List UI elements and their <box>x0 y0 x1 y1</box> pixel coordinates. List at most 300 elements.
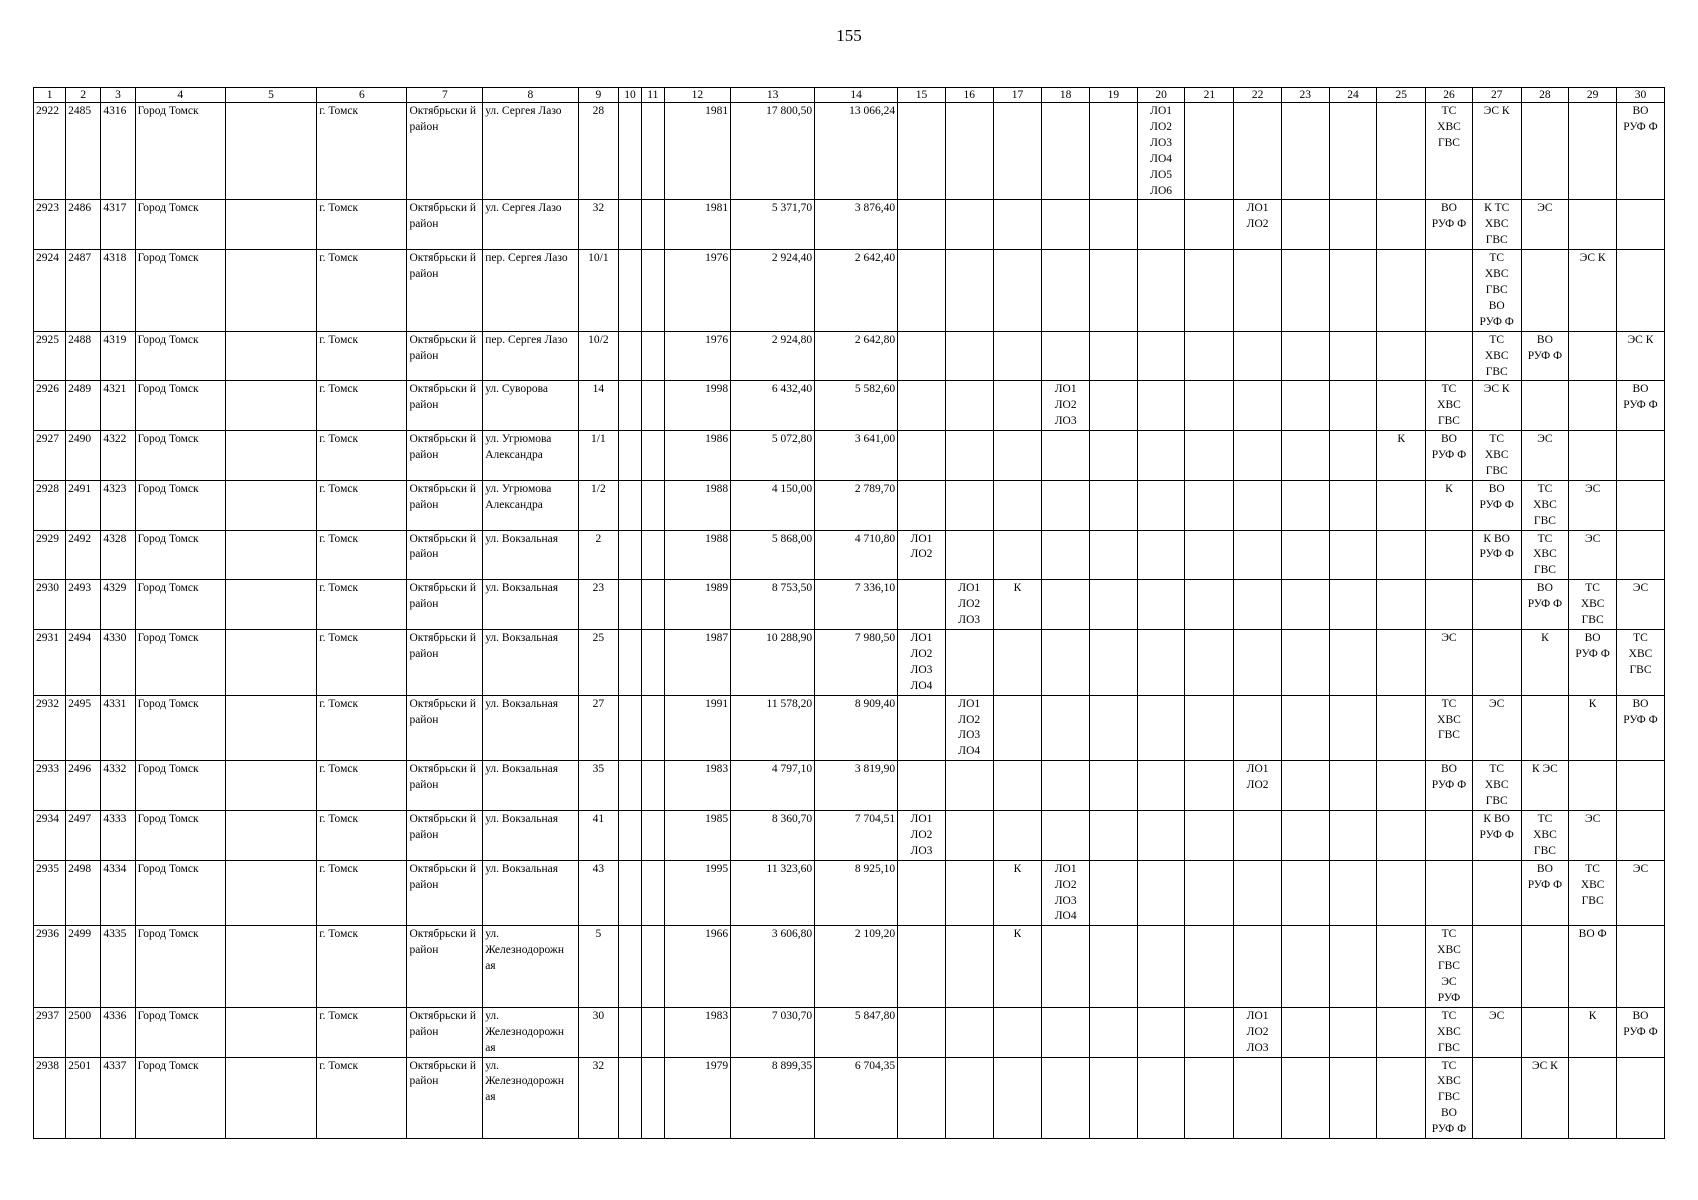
cell-col-9: 35 <box>578 761 618 811</box>
table-row <box>34 695 1665 761</box>
cell-col-10 <box>619 810 642 860</box>
cell-col-8: пер. Сергея Лазо <box>483 331 578 381</box>
column-header-24: 24 <box>1329 88 1377 103</box>
cell-col-16 <box>945 103 993 200</box>
cell-col-18 <box>1042 331 1090 381</box>
column-header-16: 16 <box>945 88 993 103</box>
cell-col-2: 2496 <box>66 761 101 811</box>
cell-col-21 <box>1185 381 1234 431</box>
cell-col-5 <box>225 926 316 1008</box>
cell-col-17 <box>993 695 1042 761</box>
cell-col-15 <box>898 250 946 332</box>
cell-col-21 <box>1185 1057 1234 1139</box>
cell-col-3: 4323 <box>101 480 135 530</box>
cell-col-9: 2 <box>578 530 618 580</box>
cell-col-1: 2924 <box>34 250 66 332</box>
cell-col-26: ТС ХВС ГВС <box>1426 695 1473 761</box>
cell-col-2: 2489 <box>66 381 101 431</box>
cell-col-24 <box>1329 103 1377 200</box>
cell-col-25 <box>1377 381 1426 431</box>
cell-col-28: ВО РУФ Ф <box>1521 331 1569 381</box>
cell-col-7: Октябрьски й район <box>407 381 483 431</box>
cell-col-30: ТС ХВС ГВС <box>1617 630 1665 696</box>
cell-col-1: 2931 <box>34 630 66 696</box>
cell-col-2: 2498 <box>66 860 101 926</box>
cell-col-13: 8 360,70 <box>731 810 815 860</box>
cell-col-16 <box>945 200 993 250</box>
cell-col-20 <box>1137 761 1185 811</box>
cell-col-24 <box>1329 530 1377 580</box>
cell-col-5 <box>225 200 316 250</box>
cell-col-10 <box>619 1057 642 1139</box>
cell-col-7: Октябрьски й район <box>407 630 483 696</box>
cell-col-8: ул. Железнодорожн ая <box>483 1007 578 1057</box>
cell-col-23 <box>1281 1057 1329 1139</box>
cell-col-11 <box>641 926 664 1008</box>
cell-col-30 <box>1617 250 1665 332</box>
column-header-25: 25 <box>1377 88 1426 103</box>
column-header-10: 10 <box>619 88 642 103</box>
cell-col-14: 8 909,40 <box>815 695 898 761</box>
cell-col-15 <box>898 926 946 1008</box>
cell-col-2: 2497 <box>66 810 101 860</box>
cell-col-28 <box>1521 926 1569 1008</box>
cell-col-15 <box>898 580 946 630</box>
cell-col-13: 4 150,00 <box>731 480 815 530</box>
cell-col-5 <box>225 331 316 381</box>
cell-col-26 <box>1426 250 1473 332</box>
cell-col-27: ТС ХВС ГВС ВО РУФ Ф <box>1472 250 1521 332</box>
cell-col-29 <box>1569 103 1617 200</box>
cell-col-25 <box>1377 1007 1426 1057</box>
column-header-8: 8 <box>483 88 578 103</box>
cell-col-3: 4317 <box>101 200 135 250</box>
cell-col-28: К <box>1521 630 1569 696</box>
cell-col-7: Октябрьски й район <box>407 1007 483 1057</box>
cell-col-27: ТС ХВС ГВС <box>1472 431 1521 481</box>
cell-col-7: Октябрьски й район <box>407 810 483 860</box>
column-header-30: 30 <box>1617 88 1665 103</box>
cell-col-8: ул. Угрюмова Александра <box>483 480 578 530</box>
cell-col-2: 2486 <box>66 200 101 250</box>
cell-col-22 <box>1234 331 1282 381</box>
cell-col-28 <box>1521 103 1569 200</box>
cell-col-13: 3 606,80 <box>731 926 815 1008</box>
cell-col-9: 43 <box>578 860 618 926</box>
cell-col-9: 28 <box>578 103 618 200</box>
cell-col-3: 4335 <box>101 926 135 1008</box>
cell-col-10 <box>619 926 642 1008</box>
cell-col-14: 4 710,80 <box>815 530 898 580</box>
cell-col-22 <box>1234 810 1282 860</box>
cell-col-8: ул. Железнодорожн ая <box>483 926 578 1008</box>
cell-col-16 <box>945 250 993 332</box>
cell-col-22 <box>1234 1057 1282 1139</box>
cell-col-3: 4336 <box>101 1007 135 1057</box>
cell-col-4: Город Томск <box>135 1057 225 1139</box>
cell-col-8: ул. Сергея Лазо <box>483 200 578 250</box>
cell-col-5 <box>225 103 316 200</box>
cell-col-19 <box>1090 480 1138 530</box>
cell-col-23 <box>1281 250 1329 332</box>
cell-col-30: ЭС <box>1617 860 1665 926</box>
cell-col-15 <box>898 761 946 811</box>
cell-col-3: 4329 <box>101 580 135 630</box>
cell-col-21 <box>1185 630 1234 696</box>
cell-col-10 <box>619 200 642 250</box>
cell-col-1: 2937 <box>34 1007 66 1057</box>
cell-col-22 <box>1234 630 1282 696</box>
cell-col-5 <box>225 1007 316 1057</box>
cell-col-24 <box>1329 331 1377 381</box>
cell-col-23 <box>1281 1007 1329 1057</box>
cell-col-6: г. Томск <box>317 761 407 811</box>
cell-col-4: Город Томск <box>135 480 225 530</box>
cell-col-19 <box>1090 530 1138 580</box>
cell-col-29 <box>1569 381 1617 431</box>
cell-col-15 <box>898 860 946 926</box>
cell-col-28: ВО РУФ Ф <box>1521 580 1569 630</box>
cell-col-12: 1983 <box>664 761 730 811</box>
cell-col-8: ул. Угрюмова Александра <box>483 431 578 481</box>
cell-col-21 <box>1185 331 1234 381</box>
column-header-14: 14 <box>815 88 898 103</box>
cell-col-16 <box>945 926 993 1008</box>
cell-col-24 <box>1329 200 1377 250</box>
cell-col-28: ЭС К <box>1521 1057 1569 1139</box>
cell-col-23 <box>1281 761 1329 811</box>
cell-col-28: ТС ХВС ГВС <box>1521 530 1569 580</box>
cell-col-23 <box>1281 331 1329 381</box>
cell-col-10 <box>619 431 642 481</box>
cell-col-25 <box>1377 250 1426 332</box>
cell-col-8: ул. Вокзальная <box>483 810 578 860</box>
cell-col-22: ЛО1 ЛО2 ЛО3 <box>1234 1007 1282 1057</box>
cell-col-3: 4322 <box>101 431 135 481</box>
cell-col-13: 8 753,50 <box>731 580 815 630</box>
cell-col-30: ЭС К <box>1617 331 1665 381</box>
header-row <box>34 88 1665 103</box>
table-row <box>34 926 1665 1008</box>
cell-col-16 <box>945 480 993 530</box>
cell-col-24 <box>1329 431 1377 481</box>
cell-col-16 <box>945 431 993 481</box>
cell-col-22: ЛО1 ЛО2 <box>1234 761 1282 811</box>
cell-col-17 <box>993 630 1042 696</box>
cell-col-23 <box>1281 810 1329 860</box>
cell-col-12: 1991 <box>664 695 730 761</box>
cell-col-4: Город Томск <box>135 381 225 431</box>
column-header-20: 20 <box>1137 88 1185 103</box>
cell-col-4: Город Томск <box>135 761 225 811</box>
cell-col-6: г. Томск <box>317 103 407 200</box>
cell-col-12: 1981 <box>664 200 730 250</box>
cell-col-5 <box>225 1057 316 1139</box>
cell-col-10 <box>619 103 642 200</box>
cell-col-10 <box>619 860 642 926</box>
cell-col-28: ЭС <box>1521 200 1569 250</box>
cell-col-19 <box>1090 331 1138 381</box>
cell-col-26: ТС ХВС ГВС <box>1426 1007 1473 1057</box>
cell-col-11 <box>641 250 664 332</box>
cell-col-2: 2500 <box>66 1007 101 1057</box>
cell-col-8: ул. Сергея Лазо <box>483 103 578 200</box>
cell-col-21 <box>1185 530 1234 580</box>
cell-col-22 <box>1234 103 1282 200</box>
table-row <box>34 810 1665 860</box>
cell-col-21 <box>1185 103 1234 200</box>
cell-col-30 <box>1617 926 1665 1008</box>
cell-col-6: г. Томск <box>317 1057 407 1139</box>
cell-col-18 <box>1042 200 1090 250</box>
cell-col-30 <box>1617 1057 1665 1139</box>
table-row <box>34 480 1665 530</box>
cell-col-14: 2 789,70 <box>815 480 898 530</box>
cell-col-12: 1988 <box>664 530 730 580</box>
cell-col-5 <box>225 695 316 761</box>
cell-col-25 <box>1377 761 1426 811</box>
cell-col-10 <box>619 381 642 431</box>
column-header-22: 22 <box>1234 88 1282 103</box>
cell-col-19 <box>1090 630 1138 696</box>
cell-col-24 <box>1329 860 1377 926</box>
table-row <box>34 200 1665 250</box>
cell-col-26 <box>1426 331 1473 381</box>
table-row <box>34 103 1665 200</box>
cell-col-21 <box>1185 200 1234 250</box>
cell-col-15 <box>898 103 946 200</box>
cell-col-29 <box>1569 331 1617 381</box>
cell-col-1: 2934 <box>34 810 66 860</box>
cell-col-9: 10/2 <box>578 331 618 381</box>
cell-col-20 <box>1137 860 1185 926</box>
cell-col-14: 7 336,10 <box>815 580 898 630</box>
cell-col-4: Город Томск <box>135 580 225 630</box>
cell-col-11 <box>641 810 664 860</box>
cell-col-6: г. Томск <box>317 695 407 761</box>
cell-col-13: 10 288,90 <box>731 630 815 696</box>
cell-col-2: 2491 <box>66 480 101 530</box>
column-header-19: 19 <box>1090 88 1138 103</box>
cell-col-23 <box>1281 200 1329 250</box>
cell-col-27: К ВО РУФ Ф <box>1472 810 1521 860</box>
cell-col-3: 4321 <box>101 381 135 431</box>
cell-col-11 <box>641 381 664 431</box>
cell-col-22 <box>1234 530 1282 580</box>
cell-col-1: 2938 <box>34 1057 66 1139</box>
cell-col-3: 4316 <box>101 103 135 200</box>
cell-col-22 <box>1234 860 1282 926</box>
cell-col-12: 1976 <box>664 331 730 381</box>
cell-col-22 <box>1234 250 1282 332</box>
cell-col-13: 8 899,35 <box>731 1057 815 1139</box>
cell-col-21 <box>1185 761 1234 811</box>
cell-col-29 <box>1569 1057 1617 1139</box>
cell-col-27: К ТС ХВС ГВС <box>1472 200 1521 250</box>
cell-col-16 <box>945 381 993 431</box>
cell-col-20 <box>1137 530 1185 580</box>
column-header-11: 11 <box>641 88 664 103</box>
cell-col-26: ВО РУФ Ф <box>1426 761 1473 811</box>
cell-col-1: 2929 <box>34 530 66 580</box>
cell-col-27: ЭС К <box>1472 381 1521 431</box>
column-header-6: 6 <box>317 88 407 103</box>
cell-col-2: 2499 <box>66 926 101 1008</box>
column-header-5: 5 <box>225 88 316 103</box>
cell-col-9: 32 <box>578 1057 618 1139</box>
column-header-17: 17 <box>993 88 1042 103</box>
cell-col-26: К <box>1426 480 1473 530</box>
cell-col-14: 3 819,90 <box>815 761 898 811</box>
cell-col-22 <box>1234 695 1282 761</box>
cell-col-13: 11 578,20 <box>731 695 815 761</box>
cell-col-16 <box>945 630 993 696</box>
cell-col-18 <box>1042 926 1090 1008</box>
cell-col-19 <box>1090 761 1138 811</box>
cell-col-25 <box>1377 331 1426 381</box>
cell-col-10 <box>619 480 642 530</box>
cell-col-19 <box>1090 860 1138 926</box>
cell-col-4: Город Томск <box>135 331 225 381</box>
cell-col-9: 25 <box>578 630 618 696</box>
column-header-3: 3 <box>101 88 135 103</box>
cell-col-16 <box>945 331 993 381</box>
cell-col-26: ТС ХВС ГВС ВО РУФ Ф <box>1426 1057 1473 1139</box>
cell-col-7: Октябрьски й район <box>407 530 483 580</box>
column-header-18: 18 <box>1042 88 1090 103</box>
cell-col-29: ВО Ф <box>1569 926 1617 1008</box>
cell-col-4: Город Томск <box>135 695 225 761</box>
cell-col-29: ВО РУФ Ф <box>1569 630 1617 696</box>
cell-col-16 <box>945 530 993 580</box>
cell-col-17 <box>993 200 1042 250</box>
cell-col-17 <box>993 1007 1042 1057</box>
cell-col-21 <box>1185 810 1234 860</box>
cell-col-12: 1976 <box>664 250 730 332</box>
column-header-23: 23 <box>1281 88 1329 103</box>
cell-col-19 <box>1090 580 1138 630</box>
cell-col-4: Город Томск <box>135 200 225 250</box>
cell-col-21 <box>1185 250 1234 332</box>
cell-col-23 <box>1281 580 1329 630</box>
cell-col-20 <box>1137 431 1185 481</box>
cell-col-17 <box>993 381 1042 431</box>
cell-col-6: г. Томск <box>317 630 407 696</box>
cell-col-29: ЭС <box>1569 810 1617 860</box>
page-number: 155 <box>836 26 862 45</box>
cell-col-18 <box>1042 580 1090 630</box>
cell-col-30 <box>1617 761 1665 811</box>
cell-col-18 <box>1042 1007 1090 1057</box>
cell-col-8: ул. Вокзальная <box>483 630 578 696</box>
cell-col-20 <box>1137 1057 1185 1139</box>
cell-col-5 <box>225 480 316 530</box>
cell-col-30 <box>1617 810 1665 860</box>
cell-col-12: 1966 <box>664 926 730 1008</box>
cell-col-13: 2 924,40 <box>731 250 815 332</box>
cell-col-27: К ВО РУФ Ф <box>1472 530 1521 580</box>
cell-col-20 <box>1137 810 1185 860</box>
cell-col-1: 2925 <box>34 331 66 381</box>
cell-col-28 <box>1521 1007 1569 1057</box>
cell-col-23 <box>1281 695 1329 761</box>
cell-col-14: 5 847,80 <box>815 1007 898 1057</box>
cell-col-19 <box>1090 1057 1138 1139</box>
cell-col-19 <box>1090 103 1138 200</box>
cell-col-1: 2926 <box>34 381 66 431</box>
cell-col-19 <box>1090 1007 1138 1057</box>
cell-col-8: ул. Суворова <box>483 381 578 431</box>
cell-col-12: 1995 <box>664 860 730 926</box>
cell-col-10 <box>619 580 642 630</box>
cell-col-18 <box>1042 630 1090 696</box>
cell-col-27 <box>1472 860 1521 926</box>
cell-col-29: ТС ХВС ГВС <box>1569 580 1617 630</box>
column-header-13: 13 <box>731 88 815 103</box>
cell-col-9: 1/1 <box>578 431 618 481</box>
cell-col-15 <box>898 331 946 381</box>
cell-col-11 <box>641 331 664 381</box>
cell-col-19 <box>1090 250 1138 332</box>
cell-col-4: Город Томск <box>135 103 225 200</box>
cell-col-21 <box>1185 695 1234 761</box>
column-header-1: 1 <box>34 88 66 103</box>
cell-col-9: 32 <box>578 200 618 250</box>
cell-col-15 <box>898 1057 946 1139</box>
cell-col-1: 2923 <box>34 200 66 250</box>
column-header-21: 21 <box>1185 88 1234 103</box>
cell-col-23 <box>1281 431 1329 481</box>
cell-col-9: 23 <box>578 580 618 630</box>
cell-col-24 <box>1329 381 1377 431</box>
cell-col-5 <box>225 630 316 696</box>
cell-col-29: К <box>1569 1007 1617 1057</box>
cell-col-14: 7 980,50 <box>815 630 898 696</box>
cell-col-26: ВО РУФ Ф <box>1426 431 1473 481</box>
cell-col-18 <box>1042 431 1090 481</box>
cell-col-24 <box>1329 695 1377 761</box>
cell-col-10 <box>619 761 642 811</box>
cell-col-30: ВО РУФ Ф <box>1617 1007 1665 1057</box>
cell-col-20: ЛО1 ЛО2 ЛО3 ЛО4 ЛО5 ЛО6 <box>1137 103 1185 200</box>
cell-col-11 <box>641 431 664 481</box>
cell-col-2: 2485 <box>66 103 101 200</box>
cell-col-17 <box>993 530 1042 580</box>
table-row <box>34 630 1665 696</box>
cell-col-25 <box>1377 580 1426 630</box>
cell-col-16 <box>945 761 993 811</box>
cell-col-8: ул. Вокзальная <box>483 860 578 926</box>
cell-col-21 <box>1185 431 1234 481</box>
cell-col-24 <box>1329 926 1377 1008</box>
cell-col-1: 2933 <box>34 761 66 811</box>
cell-col-2: 2490 <box>66 431 101 481</box>
cell-col-20 <box>1137 331 1185 381</box>
cell-col-28 <box>1521 381 1569 431</box>
cell-col-13: 11 323,60 <box>731 860 815 926</box>
cell-col-11 <box>641 200 664 250</box>
cell-col-9: 41 <box>578 810 618 860</box>
cell-col-30 <box>1617 530 1665 580</box>
cell-col-13: 4 797,10 <box>731 761 815 811</box>
cell-col-1: 2930 <box>34 580 66 630</box>
cell-col-16 <box>945 810 993 860</box>
cell-col-27: ЭС <box>1472 1007 1521 1057</box>
cell-col-30: ВО РУФ Ф <box>1617 695 1665 761</box>
cell-col-2: 2492 <box>66 530 101 580</box>
cell-col-5 <box>225 381 316 431</box>
cell-col-15: ЛО1 ЛО2 <box>898 530 946 580</box>
